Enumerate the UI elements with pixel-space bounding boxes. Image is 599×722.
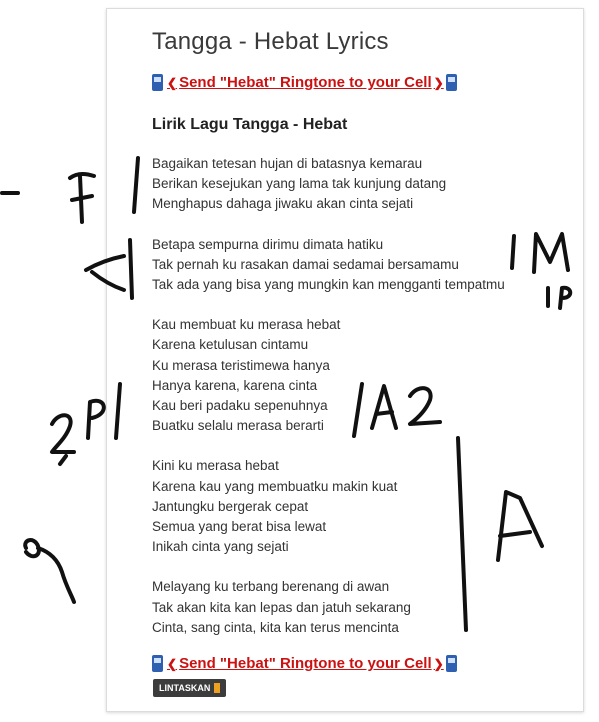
lyric-line: Menghapus dahaga jiwaku akan cinta sejati: [152, 196, 414, 212]
signal-wave-icon: ❯: [433, 75, 444, 90]
lyric-line: Kau membuat ku merasa hebat: [152, 317, 341, 333]
lyric-line: Kini ku merasa hebat: [152, 458, 279, 474]
lyric-line: Berikan kesejukan yang lama tak kunjung datang: [152, 176, 447, 192]
lyric-line: Inikah cinta yang sejati: [152, 539, 289, 555]
handwritten-1p: [548, 288, 570, 308]
lyrics-heading: Lirik Lagu Tangga - Hebat: [152, 116, 348, 133]
lyric-line: Buatku selalu merasa berarti: [152, 418, 324, 434]
lyric-line: Semua yang berat bisa lewat: [152, 519, 327, 535]
lyric-line: Cinta, sang cinta, kita kan terus mencinta: [152, 619, 399, 635]
handwritten-letter-f: [70, 174, 94, 222]
handwritten-scribble-9: [25, 540, 74, 602]
signal-wave-icon: ❮: [167, 656, 178, 671]
ringtone-link-label: Send "Hebat" Ringtone to your Cell: [179, 74, 432, 91]
lyric-line: Karena kau yang membuatku makin kuat: [152, 478, 398, 494]
lyric-line: Tak ada yang bisa yang mungkin kan mengganti tempatmu: [152, 277, 505, 293]
lyric-line: Tak akan kita kan lepas dan jatuh sekarang: [152, 599, 411, 615]
signal-wave-icon: ❮: [167, 75, 178, 90]
page-title: Tangga - Hebat Lyrics: [152, 28, 389, 55]
lyric-line: Kau beri padaku sepenuhnya: [152, 398, 328, 414]
lyric-line: Hanya karena, karena cinta: [152, 377, 318, 393]
signal-wave-icon: ❯: [433, 656, 444, 671]
lyric-line: Jantungku bergerak cepat: [152, 498, 309, 514]
share-button-label: LINTASKAN: [159, 683, 211, 693]
handwritten-a2: [354, 384, 440, 436]
lyric-line: Melayang ku terbang berenang di awan: [152, 579, 390, 595]
handwritten-letter-k: [86, 256, 124, 290]
handwritten-2p: [52, 384, 120, 464]
handwritten-bracket: [130, 240, 132, 298]
lyric-line: Bagaikan tetesan hujan di batasnya kemarau: [152, 156, 423, 171]
lyric-line: Betapa sempurna dirimu dimata hatiku: [152, 236, 384, 252]
lyric-line: Tak pernah ku rasakan damai sedamai bersamamu: [152, 256, 459, 272]
handwritten-bracket: [134, 158, 138, 212]
handwritten-1m: [512, 234, 568, 272]
lyric-line: Ku merasa teristimewa hanya: [152, 357, 330, 373]
handwritten-letter-a: [498, 492, 542, 560]
lyric-line: Karena ketulusan cintamu: [152, 337, 309, 353]
handwritten-vertical-line: [458, 438, 466, 630]
ringtone-link-label: Send "Hebat" Ringtone to your Cell: [179, 655, 432, 672]
